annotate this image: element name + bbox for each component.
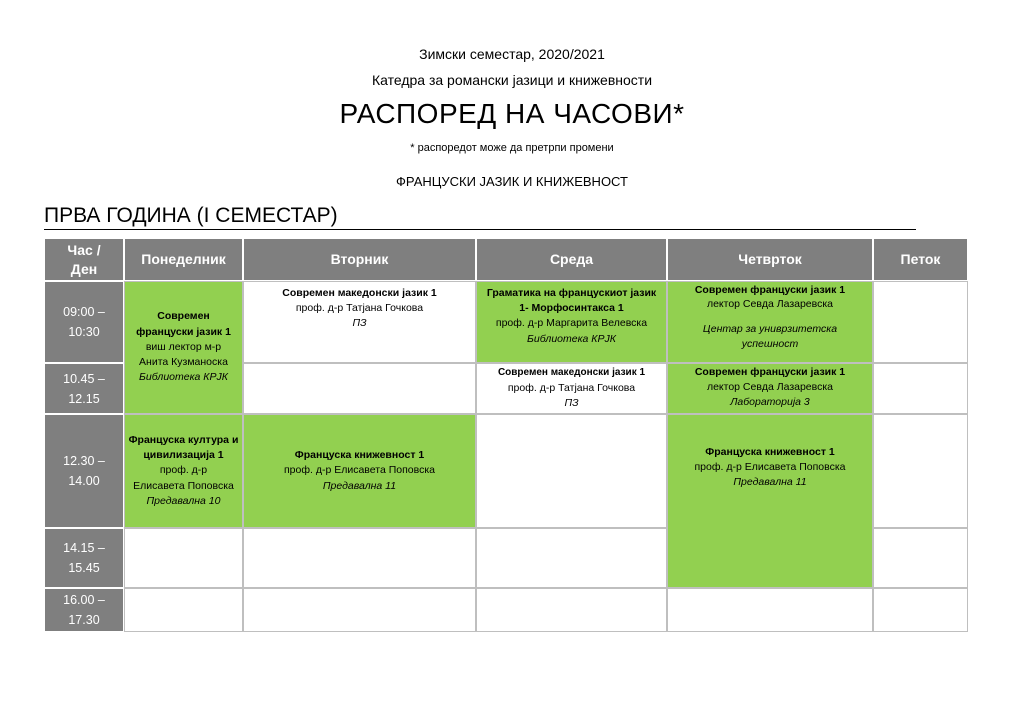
class-title: Современ француски јазик 1 (136, 310, 231, 338)
class-teacher: виш лектор м-р (145, 340, 222, 353)
empty-cell (873, 363, 968, 414)
class-wed-slot2 (476, 363, 667, 414)
time-from: 10.45 – (63, 371, 105, 386)
empty-cell (124, 588, 243, 632)
empty-cell (873, 528, 968, 588)
time-from: 09:00 – (63, 305, 105, 319)
empty-cell (476, 528, 667, 588)
class-teacher: лектор Севда Лазаревска (706, 298, 834, 311)
time-slot-4 (44, 528, 124, 588)
time-to: 12.15 (68, 391, 100, 406)
class-room: ПЗ (564, 396, 579, 409)
class-title: Современ македонски јазик 1 (497, 367, 646, 379)
semester-line: Зимски семестар, 2020/2021 (419, 46, 605, 62)
department-line: Катедра за романски јазици и книжевности (371, 72, 653, 88)
class-mon-slot1-2 (124, 281, 243, 414)
time-slot-5 (44, 588, 124, 632)
time-from: 16.00 – (63, 593, 105, 607)
time-from: 12.30 – (63, 454, 105, 468)
time-to: 14.00 (68, 474, 100, 488)
class-teacher: проф. д-р Елисавета Поповска (694, 461, 846, 474)
day-header-friday: Петок (873, 238, 968, 281)
empty-cell (873, 588, 968, 632)
class-thu-slot3-4 (667, 414, 873, 588)
class-teacher: проф. д-р (159, 464, 208, 477)
time-slot-3 (44, 414, 124, 528)
class-teacher: проф. д-р Татјана Гочкова (507, 381, 636, 394)
time-to: 15.45 (68, 561, 100, 575)
time-slot-2 (44, 363, 124, 414)
corner-label-hour: Час / (67, 242, 101, 259)
empty-cell (476, 414, 667, 528)
class-teacher: проф. д-р Маргарита Велевска (495, 317, 648, 330)
time-to: 17.30 (68, 613, 100, 627)
change-note: * распоредот може да претрпи промени (410, 142, 614, 154)
class-room: Центар за униврзитетска успешност (702, 323, 838, 350)
class-teacher: Елисавета Поповска (133, 479, 234, 492)
class-wed-slot1 (476, 281, 667, 363)
empty-cell (667, 588, 873, 632)
year-title: ПРВА ГОДИНА (I СЕМЕСТАР) (44, 204, 338, 227)
corner-label-day: Ден (70, 260, 98, 277)
time-slot-1 (44, 281, 124, 363)
empty-cell (243, 588, 476, 632)
class-room: Библиотека КРЈК (139, 371, 228, 384)
class-room: Предавална 10 (146, 494, 221, 507)
time-to: 10:30 (68, 325, 100, 339)
class-room: Предавална 11 (322, 479, 397, 492)
class-title: Граматика на францускиот јазик 1- Морфосинтакса 1 (486, 287, 657, 315)
class-title: Француска книжевност 1 (294, 449, 425, 462)
class-title: Современ француски јазик 1 (694, 366, 846, 378)
title-divider (44, 229, 916, 230)
empty-cell (873, 281, 968, 363)
program-title: ФРАНЦУСКИ ЈАЗИК И КНИЖЕВНОСТ (396, 174, 628, 189)
empty-cell (243, 528, 476, 588)
empty-cell (873, 414, 968, 528)
class-thu-slot2 (667, 363, 873, 414)
class-title: Француска книжевност 1 (705, 446, 835, 458)
class-thu-slot1 (667, 281, 873, 363)
class-title: Француска култура и цивилизација 1 (128, 433, 239, 462)
class-room: ПЗ (352, 317, 367, 330)
class-room: Предавална 11 (733, 476, 807, 489)
class-teacher: проф. д-р Елисавета Поповска (284, 464, 435, 477)
class-teacher: лектор Севда Лазаревска (706, 381, 834, 394)
day-header-tuesday: Вторник (243, 238, 476, 281)
class-room: Лабораторија 3 (730, 396, 810, 409)
class-room: Библиотека КРЈК (527, 332, 616, 345)
empty-cell (243, 363, 476, 414)
day-header-thursday: Четврток (667, 238, 873, 281)
corner-header (44, 238, 124, 281)
class-teacher: проф. д-р Татјана Гочкова (295, 302, 424, 315)
class-tue-slot1 (243, 281, 476, 363)
class-title: Современ француски јазик 1 (694, 284, 846, 296)
page-title: РАСПОРЕД НА ЧАСОВИ* (339, 98, 685, 129)
empty-cell (124, 528, 243, 588)
time-from: 14.15 – (63, 541, 105, 555)
day-header-wednesday: Среда (476, 238, 667, 281)
class-tue-slot3 (243, 414, 476, 528)
class-title: Современ македонски јазик 1 (282, 287, 437, 299)
class-teacher: Анита Кузманоска (139, 356, 228, 369)
class-mon-slot3 (124, 414, 243, 528)
day-header-monday: Понеделник (124, 238, 243, 281)
empty-cell (476, 588, 667, 632)
